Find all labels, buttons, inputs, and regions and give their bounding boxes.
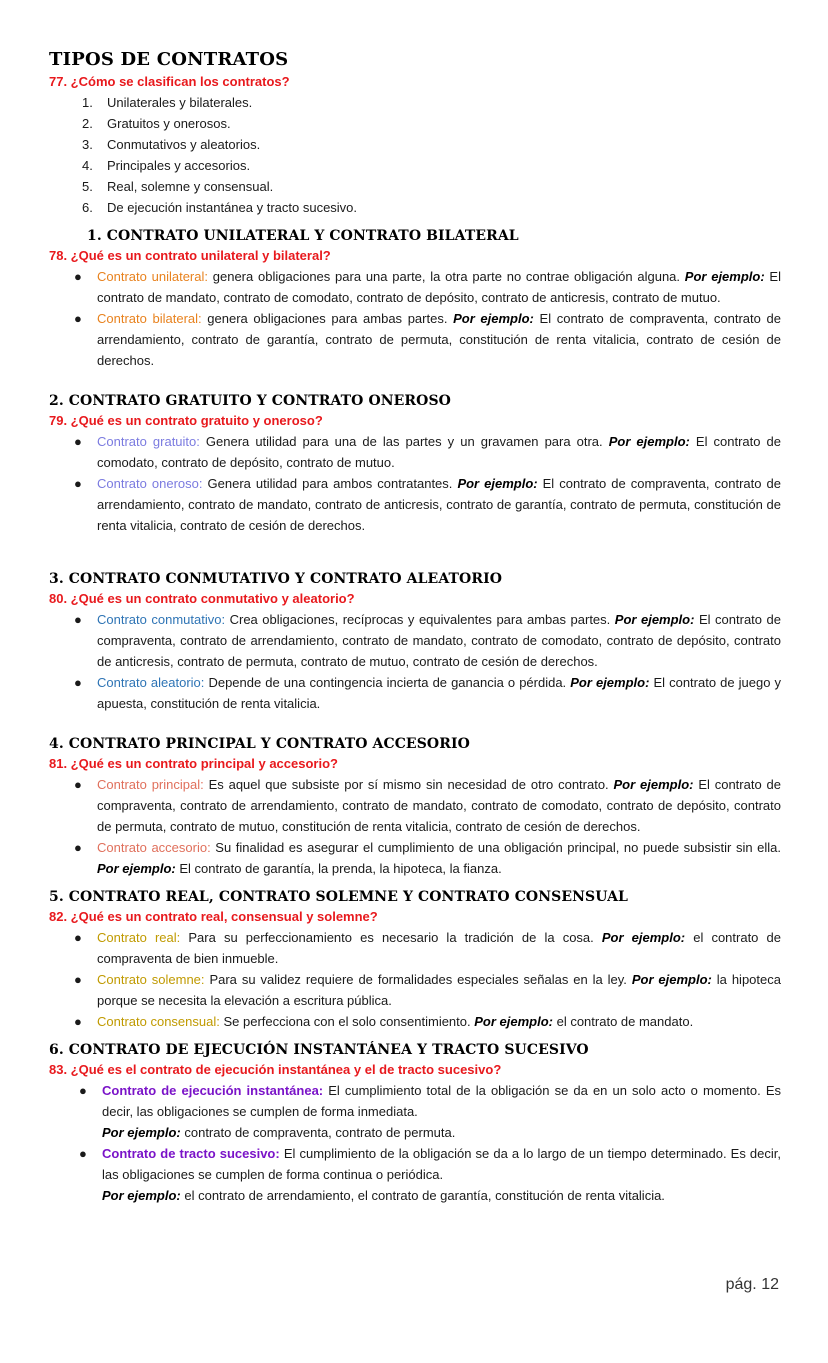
bullet-icon: ● bbox=[74, 840, 82, 855]
list-item: ● Contrato aleatorio: Depende de una contingencia incierta de ganancia o pérdida. Por ejemplo: El contrato de juego y apuesta, constitución de renta vitalicia. bbox=[49, 672, 781, 714]
bullet-icon: ● bbox=[74, 269, 82, 284]
bullet-icon: ● bbox=[79, 1146, 87, 1161]
bullet-list bbox=[49, 609, 781, 714]
page-title: TIPOS DE CONTRATOS bbox=[49, 49, 289, 70]
list-item: 3. Conmutativos y aleatorios. bbox=[82, 137, 261, 152]
question-81: 81. ¿Qué es un contrato principal y accesorio? bbox=[49, 756, 338, 771]
list-item: ● Contrato consensual: Se perfecciona con el solo consentimiento. Por ejemplo: el contrato de mandato. bbox=[49, 1011, 781, 1032]
section-heading-2: 2. CONTRATO GRATUITO Y CONTRATO ONEROSO bbox=[49, 393, 451, 409]
list-item: ● Contrato gratuito: Genera utilidad para una de las partes y un gravamen para otra. Por ejemplo: El contrato de comodato, contrato de depósito, contrato de mutuo. bbox=[49, 431, 781, 473]
bullet-icon: ● bbox=[74, 434, 82, 449]
bullet-icon: ● bbox=[74, 777, 82, 792]
list-item: ● Contrato real: Para su perfeccionamiento es necesario la tradición de la cosa. Por ejemplo: el contrato de compraventa de bien inmueble. bbox=[49, 927, 781, 969]
bullet-icon: ● bbox=[74, 612, 82, 627]
list-item: ● Contrato oneroso: Genera utilidad para ambos contratantes. Por ejemplo: El contrato de compraventa, contrato de arrendamiento, contrato de mandato, contrato de anticresis, contrato de garantía, contrato de permuta, constitución de renta vitalicia, contrato de cesión de derechos. bbox=[49, 473, 781, 536]
document-page bbox=[49, 48, 781, 1206]
bullet-icon: ● bbox=[74, 930, 82, 945]
list-item: ● Contrato accesorio: Su finalidad es asegurar el cumplimiento de una obligación principal, no puede subsistir sin ella. Por ejemplo: El contrato de garantía, la prenda, la hipoteca, la fianza. bbox=[49, 837, 781, 879]
list-item: ● Contrato unilateral: genera obligaciones para una parte, la otra parte no contrae obligación alguna. Por ejemplo: El contrato de mandato, contrato de comodato, contrato de depósito, contrato de anticresis, contrato de mutuo. bbox=[49, 266, 781, 308]
bullet-icon: ● bbox=[74, 1014, 82, 1029]
bullet-list bbox=[49, 774, 781, 879]
bullet-icon: ● bbox=[74, 476, 82, 491]
list-item: 1. Unilaterales y bilaterales. bbox=[82, 95, 253, 110]
question-83: 83. ¿Qué es el contrato de ejecución instantánea y el de tracto sucesivo? bbox=[49, 1062, 502, 1077]
page-number: pág. 12 bbox=[725, 1276, 779, 1293]
bullet-icon: ● bbox=[74, 675, 82, 690]
section-heading-5: 5. CONTRATO REAL, CONTRATO SOLEMNE Y CONTRATO CONSENSUAL bbox=[49, 889, 628, 905]
list-item: 2. Gratuitos y onerosos. bbox=[82, 116, 231, 131]
question-78: 78. ¿Qué es un contrato unilateral y bilateral? bbox=[49, 248, 331, 263]
list-item: 4. Principales y accesorios. bbox=[82, 158, 251, 173]
bullet-icon: ● bbox=[74, 972, 82, 987]
question-79: 79. ¿Qué es un contrato gratuito y oneroso? bbox=[49, 413, 323, 428]
list-item: ● Contrato solemne: Para su validez requiere de formalidades especiales señalas en la ley. Por ejemplo: la hipoteca porque se necesita la elevación a escritura pública. bbox=[49, 969, 781, 1011]
list-item: ● Contrato de tracto sucesivo: El cumplimiento de la obligación se da a lo largo de un tiempo determinado. Es decir, las obligaciones se cumplen de forma continua o periódica. Por ejemplo: el contrato de arrendamiento, el contrato de garantía, constitución de renta vitalicia. bbox=[54, 1143, 781, 1206]
bullet-list bbox=[49, 1080, 781, 1206]
list-item: 5. Real, solemne y consensual. bbox=[82, 179, 274, 194]
section-heading-4: 4. CONTRATO PRINCIPAL Y CONTRATO ACCESORIO bbox=[49, 736, 470, 752]
list-item: ● Contrato de ejecución instantánea: El cumplimiento total de la obligación se da en un solo acto o momento. Es decir, las obligaciones se cumplen de forma inmediata. Por ejemplo: contrato de compraventa, contrato de permuta. bbox=[54, 1080, 781, 1143]
question-80: 80. ¿Qué es un contrato conmutativo y aleatorio? bbox=[49, 591, 355, 606]
bullet-icon: ● bbox=[74, 311, 82, 326]
list-item: ● Contrato conmutativo: Crea obligaciones, recíprocas y equivalentes para ambas partes. Por ejemplo: El contrato de compraventa, contrato de arrendamiento, contrato de mandato, contrato de comodato, contrato de depósito, contrato de anticresis, contrato de permuta, contrato de mutuo, contrato de cesión de derechos. bbox=[49, 609, 781, 672]
section-heading-1: 1. CONTRATO UNILATERAL Y CONTRATO BILATERAL bbox=[87, 228, 519, 244]
list-item: 6. De ejecución instantánea y tracto sucesivo. bbox=[82, 200, 358, 215]
classification-list bbox=[49, 92, 781, 218]
bullet-list bbox=[49, 927, 781, 1032]
list-item: ● Contrato principal: Es aquel que subsiste por sí mismo sin necesidad de otro contrato. Por ejemplo: El contrato de compraventa, contrato de arrendamiento, contrato de mandato, contrato de comodato, contrato de depósito, contrato de permuta, contrato de mutuo, constitución de renta vitalicia, contrato de cesión de derechos. bbox=[49, 774, 781, 837]
section-heading-6: 6. CONTRATO DE EJECUCIÓN INSTANTÁNEA Y TRACTO SUCESIVO bbox=[49, 1042, 589, 1058]
section-heading-3: 3. CONTRATO CONMUTATIVO Y CONTRATO ALEATORIO bbox=[49, 571, 503, 587]
bullet-list bbox=[49, 266, 781, 371]
bullet-icon: ● bbox=[79, 1083, 87, 1098]
list-item: ● Contrato bilateral: genera obligaciones para ambas partes. Por ejemplo: El contrato de compraventa, contrato de arrendamiento, contrato de garantía, contrato de permuta, constitución de renta vitalicia, contrato de cesión de derechos. bbox=[49, 308, 781, 371]
bullet-list bbox=[49, 431, 781, 536]
question-82: 82. ¿Qué es un contrato real, consensual y solemne? bbox=[49, 909, 378, 924]
question-77: 77. ¿Cómo se clasifican los contratos? bbox=[49, 74, 290, 89]
